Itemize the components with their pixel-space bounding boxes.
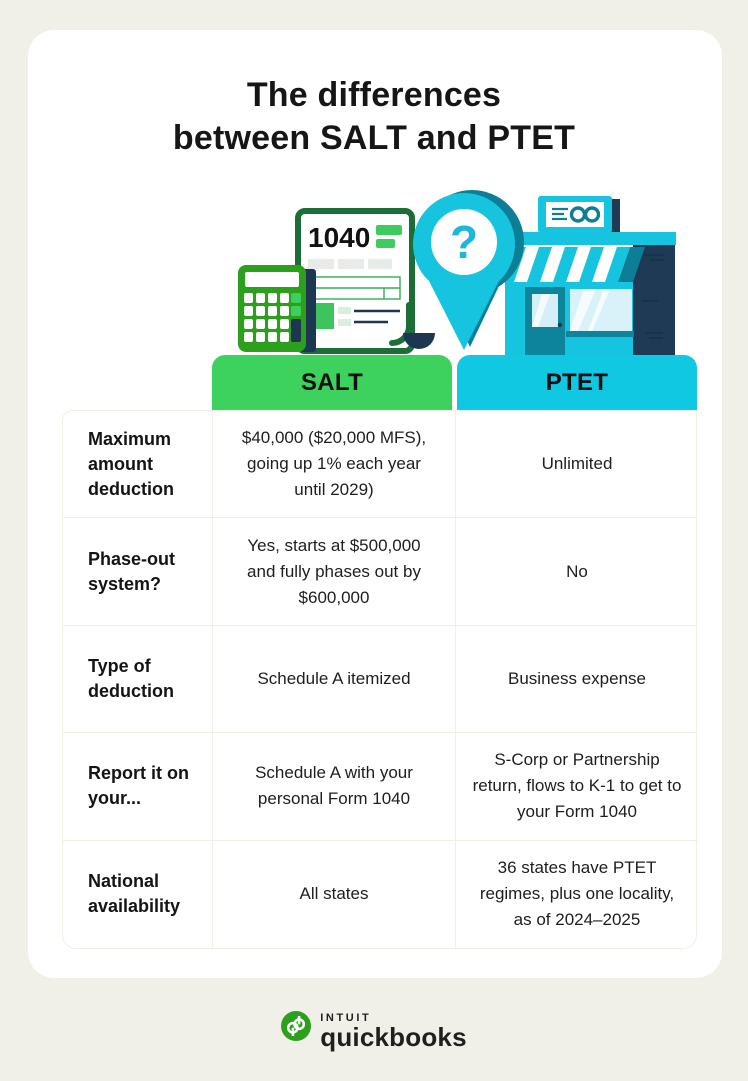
salt-cell: $40,000 ($20,000 MFS), going up 1% each year until 2029) (213, 411, 456, 518)
ptet-cell: S-Corp or Partnership return, flows to K-1 to get to your Form 1040 (456, 733, 698, 840)
salt-cell: Yes, starts at $500,000 and fully phases out by $600,000 (213, 518, 456, 625)
ptet-cell: Unlimited (456, 411, 698, 518)
quickbooks-logo-icon (281, 1011, 311, 1041)
salt-cell: Schedule A itemized (213, 626, 456, 733)
row-label: Report it on your... (63, 733, 213, 840)
ptet-cell: 36 states have PTET regimes, plus one locality, as of 2024–2025 (479, 858, 675, 930)
ptet-cell: No (456, 518, 698, 625)
column-header-salt: SALT (212, 355, 452, 410)
question-mark: ? (449, 216, 479, 269)
row-label: Maximum amount deduction (63, 411, 213, 518)
title-line-1: The differences (246, 76, 502, 114)
row-label: Type of deduction (63, 626, 213, 733)
page-title (0, 74, 748, 160)
storefront-icon (505, 196, 676, 355)
salt-cell: Schedule A with your personal Form 1040 (213, 733, 456, 840)
brand-wordmark (320, 1008, 466, 1050)
column-header-ptet: PTET (457, 355, 697, 410)
row-label: National availability (63, 841, 213, 948)
salt-ptet-illustration (212, 183, 702, 355)
title-line-2: between SALT and PTET (172, 119, 576, 157)
comparison-table (62, 410, 697, 949)
intuit-quickbooks-logo (0, 1008, 748, 1050)
quickbooks-wordmark: quickbooks (320, 1022, 467, 1052)
row-label: Phase-out system? (63, 518, 213, 625)
salt-cell: All states (213, 841, 456, 948)
intuit-wordmark: INTUIT (320, 1012, 372, 1024)
form-1040-label: 1040 (308, 222, 371, 253)
calculator-icon (238, 265, 316, 352)
ptet-cell: Business expense (456, 626, 698, 733)
